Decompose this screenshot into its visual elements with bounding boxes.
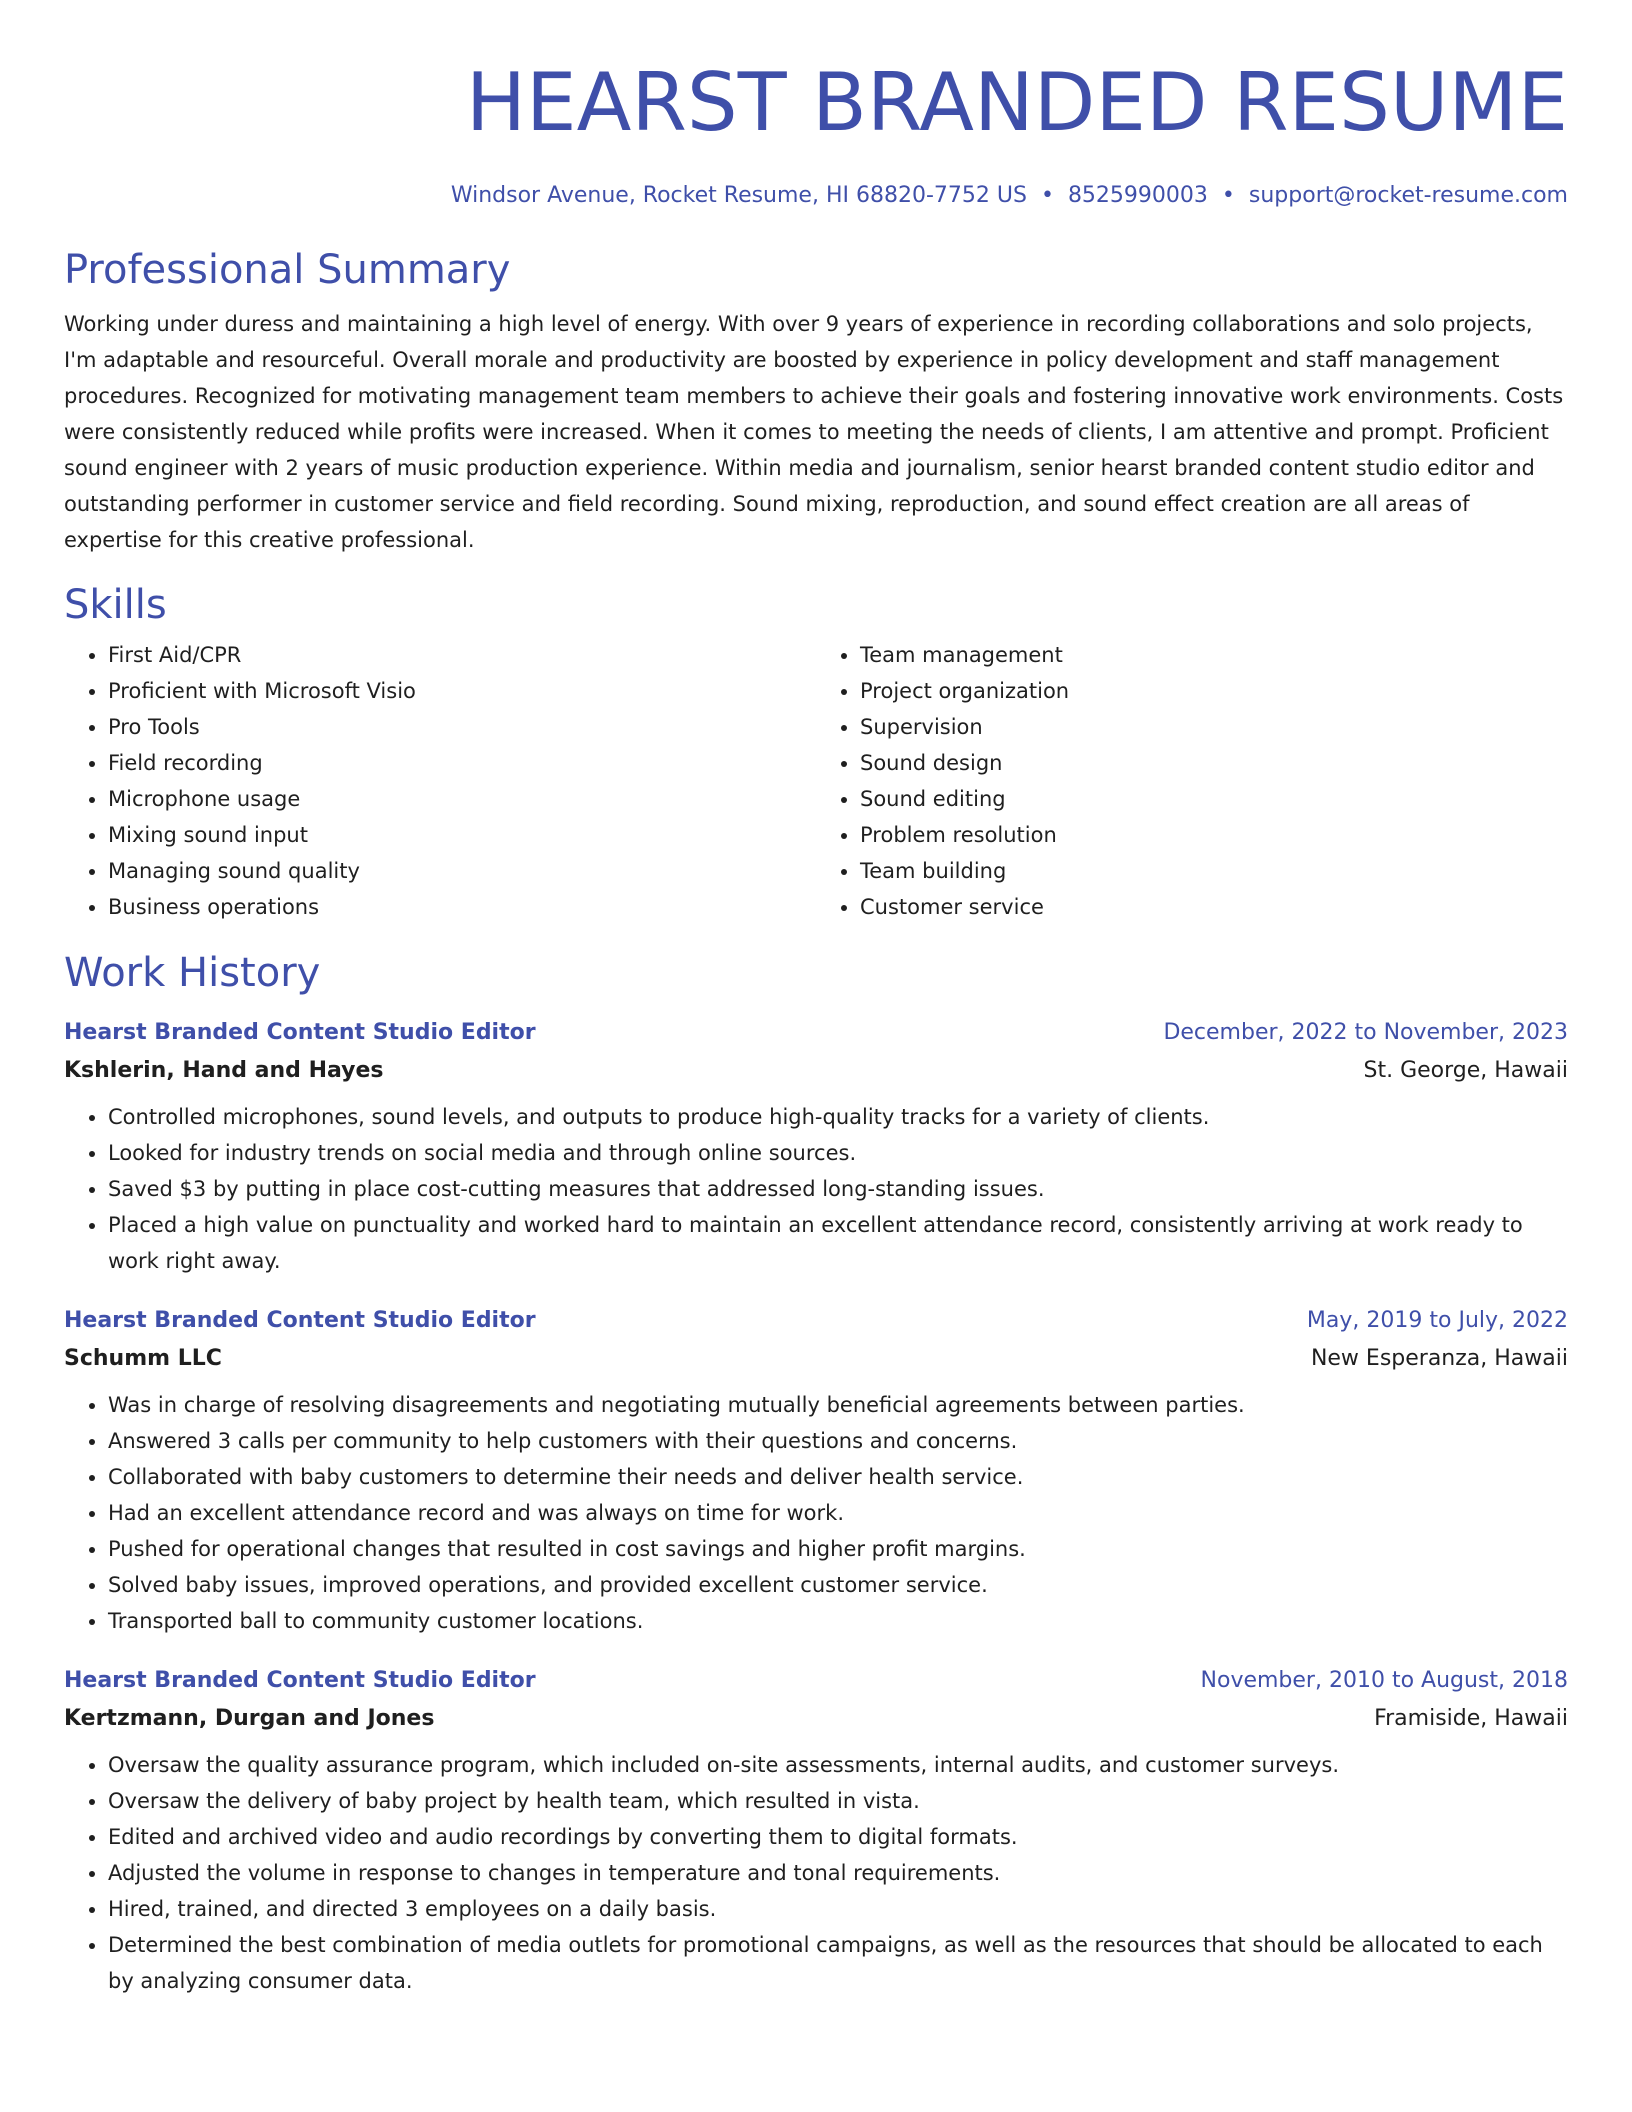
job-bullet: • Oversaw the delivery of baby project by health team, which resulted in vista. — [108, 1783, 1568, 1819]
summary-section — [64, 244, 1568, 558]
job-bullet: • Oversaw the quality assurance program, which included on-site assessments, internal audits, and customer surveys. — [108, 1747, 1568, 1783]
skill-item: • Team management — [860, 637, 1568, 673]
job-location: St. George, Hawaii — [1363, 1058, 1568, 1083]
job-bullet: • Pushed for operational changes that resulted in cost savings and higher profit margins. — [108, 1531, 1568, 1567]
job-bullet: • Saved $3 by putting in place cost-cutting measures that addressed long-standing issues. — [108, 1171, 1568, 1207]
skill-item: • Managing sound quality — [108, 853, 816, 889]
job-header-row — [64, 1303, 1568, 1339]
skill-item: • Supervision — [860, 709, 1568, 745]
job-bullets — [64, 1747, 1568, 1999]
contact-line — [64, 180, 1568, 212]
skills-list-right — [816, 637, 1568, 925]
job-bullet: • Controlled microphones, sound levels, and outputs to produce high-quality tracks for a variety of clients. — [108, 1099, 1568, 1135]
job-bullets — [64, 1387, 1568, 1639]
job-dates: December, 2022 to November, 2023 — [1163, 1020, 1568, 1045]
job-header-row — [64, 1663, 1568, 1699]
skill-item: • Business operations — [108, 889, 816, 925]
job-bullet: • Answered 3 calls per community to help customers with their questions and concerns. — [108, 1423, 1568, 1459]
skill-item: • Project organization — [860, 673, 1568, 709]
job-bullet: • Was in charge of resolving disagreements and negotiating mutually beneficial agreements between parties. — [108, 1387, 1568, 1423]
contact-separator: • — [1040, 183, 1054, 208]
skill-item: • Mixing sound input — [108, 817, 816, 853]
job-dates: May, 2019 to July, 2022 — [1306, 1308, 1568, 1333]
work-history-section — [64, 947, 1568, 1999]
contact-phone: 8525990003 — [1067, 183, 1208, 208]
job-company-row — [64, 1339, 1568, 1379]
job-entry — [64, 1303, 1568, 1639]
section-title-work-history: Work History — [64, 950, 321, 996]
job-company-row — [64, 1699, 1568, 1739]
skill-item: • Microphone usage — [108, 781, 816, 817]
job-bullets — [64, 1099, 1568, 1279]
job-bullet: • Placed a high value on punctuality and worked hard to maintain an excellent attendance record, consistently arriving at work ready to work right away. — [108, 1207, 1568, 1279]
skills-list-left — [64, 637, 816, 925]
job-entry — [64, 1663, 1568, 1999]
job-title: Hearst Branded Content Studio Editor — [64, 1668, 536, 1693]
section-title-summary: Professional Summary — [64, 247, 511, 293]
job-bullet: • Adjusted the volume in response to changes in temperature and tonal requirements. — [108, 1855, 1568, 1891]
skill-item: • Customer service — [860, 889, 1568, 925]
skills-section — [64, 579, 1568, 925]
job-bullet: • Solved baby issues, improved operations, and provided excellent customer service. — [108, 1567, 1568, 1603]
job-dates: November, 2010 to August, 2018 — [1200, 1668, 1568, 1693]
section-title-skills: Skills — [64, 582, 167, 628]
skill-item: • Pro Tools — [108, 709, 816, 745]
job-bullet: • Edited and archived video and audio recordings by converting them to digital formats. — [108, 1819, 1568, 1855]
job-bullet: • Hired, trained, and directed 3 employees on a daily basis. — [108, 1891, 1568, 1927]
skills-columns — [64, 637, 1568, 925]
job-title: Hearst Branded Content Studio Editor — [64, 1020, 536, 1045]
contact-separator: • — [1221, 183, 1235, 208]
contact-email: support@rocket-resume.com — [1248, 183, 1568, 208]
job-company: Kertzmann, Durgan and Jones — [64, 1706, 435, 1731]
skill-item: • Sound editing — [860, 781, 1568, 817]
job-company-row — [64, 1051, 1568, 1091]
job-bullet: • Determined the best combination of media outlets for promotional campaigns, as well as the resources that should be allocated to each by analyzing consumer data. — [108, 1927, 1568, 1999]
skill-item: • Field recording — [108, 745, 816, 781]
job-company: Schumm LLC — [64, 1346, 222, 1371]
job-location: Framiside, Hawaii — [1374, 1706, 1568, 1731]
skill-item: • Sound design — [860, 745, 1568, 781]
job-bullet: • Looked for industry trends on social media and through online sources. — [108, 1135, 1568, 1171]
job-company: Kshlerin, Hand and Hayes — [64, 1058, 384, 1083]
job-entry — [64, 1015, 1568, 1279]
skill-item: • First Aid/CPR — [108, 637, 816, 673]
job-bullet: • Transported ball to community customer locations. — [108, 1603, 1568, 1639]
job-bullet: • Had an excellent attendance record and was always on time for work. — [108, 1495, 1568, 1531]
job-title: Hearst Branded Content Studio Editor — [64, 1308, 536, 1333]
skill-item: • Team building — [860, 853, 1568, 889]
job-header-row — [64, 1015, 1568, 1051]
skill-item: • Problem resolution — [860, 817, 1568, 853]
resume-name: HEARST BRANDED RESUME — [465, 56, 1568, 149]
summary-text: Working under duress and maintaining a high level of energy. With over 9 years of experience in recording collaborations and solo projects, I'm adaptable and resourceful. Overall morale and productivity are boosted by experience in policy development and staff management procedures. Recognized for motivating management team members to achieve their goals and fostering innovative work environments. Costs were consistently reduced while profits were increased. When it comes to meeting the needs of clients, I am attentive and prompt. Proficient sound engineer with 2 years of music production experience. Within media and journalism, senior hearst branded content studio editor and outstanding performer in customer service and field recording. Sound mixing, reproduction, and sound effect creation are all areas of expertise for this creative professional. — [64, 312, 1564, 552]
job-bullet: • Collaborated with baby customers to determine their needs and deliver health service. — [108, 1459, 1568, 1495]
job-location: New Esperanza, Hawaii — [1310, 1346, 1568, 1371]
contact-address: Windsor Avenue, Rocket Resume, HI 68820-7752 US — [450, 183, 1027, 208]
skill-item: • Proficient with Microsoft Visio — [108, 673, 816, 709]
